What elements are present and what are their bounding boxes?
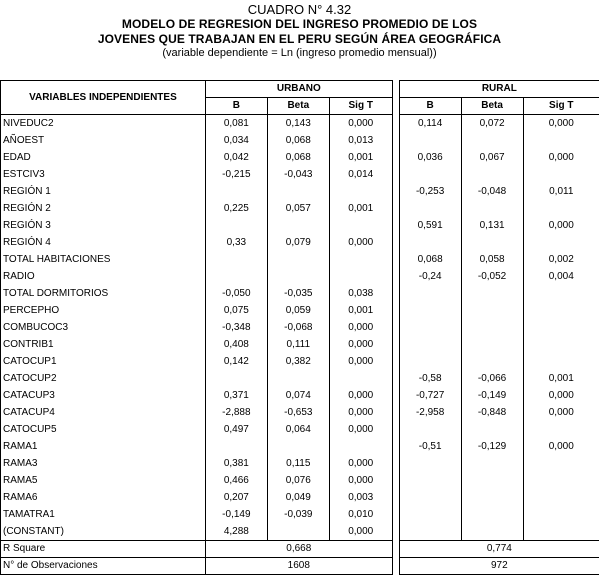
rural-sigt: 0,000 (523, 438, 599, 455)
urbano-b: 0,497 (205, 421, 267, 438)
table-row (1, 166, 599, 183)
urbano-sigt: 0,000 (329, 523, 392, 541)
rural-sigt (523, 421, 599, 438)
observations-label: N° de Observaciones (1, 558, 206, 575)
rural-beta (461, 285, 523, 302)
urbano-b (205, 217, 267, 234)
urbano-b: 0,225 (205, 200, 267, 217)
header-urbano-sigt: Sig T (329, 98, 392, 115)
variable-name: CATOCUP1 (1, 353, 206, 370)
variable-name: RAMA5 (1, 472, 206, 489)
rural-b: -0,24 (399, 268, 461, 285)
variable-name: EDAD (1, 149, 206, 166)
urbano-b (205, 438, 267, 455)
rural-beta: -0,848 (461, 404, 523, 421)
urbano-b: 0,33 (205, 234, 267, 251)
variable-name: PERCEPHO (1, 302, 206, 319)
urbano-beta: 0,049 (267, 489, 329, 506)
variable-name: TOTAL DORMITORIOS (1, 285, 206, 302)
variable-name: CATOCUP2 (1, 370, 206, 387)
rural-b: -2,958 (399, 404, 461, 421)
urbano-b: 0,075 (205, 302, 267, 319)
variable-name: RAMA1 (1, 438, 206, 455)
urbano-b: 0,371 (205, 387, 267, 404)
rural-sigt (523, 319, 599, 336)
table-row (1, 319, 599, 336)
urbano-beta (267, 370, 329, 387)
variable-name: RAMA6 (1, 489, 206, 506)
rural-b (399, 421, 461, 438)
urbano-beta: 0,076 (267, 472, 329, 489)
table-row (1, 489, 599, 506)
urbano-b: -0,050 (205, 285, 267, 302)
urbano-beta: 0,115 (267, 455, 329, 472)
urbano-b: 0,466 (205, 472, 267, 489)
urbano-b: -0,348 (205, 319, 267, 336)
urbano-beta (267, 217, 329, 234)
header-rural-beta: Beta (461, 98, 523, 115)
variable-name: TAMATRA1 (1, 506, 206, 523)
table-row (1, 302, 599, 319)
rural-b (399, 472, 461, 489)
urbano-b: 0,081 (205, 115, 267, 133)
rural-beta: -0,048 (461, 183, 523, 200)
urbano-sigt: 0,000 (329, 336, 392, 353)
table-row (1, 370, 599, 387)
urbano-beta (267, 523, 329, 541)
header-rural-sigt: Sig T (523, 98, 599, 115)
table-title-line-1: MODELO DE REGRESION DEL INGRESO PROMEDIO DE LOS (0, 17, 599, 32)
rsquare-urbano: 0,668 (205, 541, 392, 558)
rural-b: -0,253 (399, 183, 461, 200)
variable-name: (CONSTANT) (1, 523, 206, 541)
rural-sigt (523, 353, 599, 370)
rural-sigt (523, 336, 599, 353)
urbano-beta: 0,382 (267, 353, 329, 370)
urbano-beta: 0,111 (267, 336, 329, 353)
rural-sigt: 0,000 (523, 387, 599, 404)
rural-sigt: 0,002 (523, 251, 599, 268)
table-row (1, 234, 599, 251)
rural-sigt: 0,004 (523, 268, 599, 285)
rural-b: -0,58 (399, 370, 461, 387)
rural-b (399, 132, 461, 149)
rural-b (399, 302, 461, 319)
table-row (1, 523, 599, 541)
urbano-sigt (329, 251, 392, 268)
rsquare-rural: 0,774 (399, 541, 599, 558)
rural-sigt: 0,000 (523, 404, 599, 421)
variable-name: REGIÓN 2 (1, 200, 206, 217)
table-row (1, 200, 599, 217)
rural-b (399, 336, 461, 353)
variable-name: NIVEDUC2 (1, 115, 206, 133)
rural-beta (461, 455, 523, 472)
rural-b (399, 285, 461, 302)
variable-name: RADIO (1, 268, 206, 285)
variable-name: COMBUCOC3 (1, 319, 206, 336)
observations-urbano: 1608 (205, 558, 392, 575)
urbano-b: 0,207 (205, 489, 267, 506)
table-subtitle: (variable dependiente = Ln (ingreso promedio mensual)) (0, 47, 599, 60)
variable-name: TOTAL HABITACIONES (1, 251, 206, 268)
table-row (1, 387, 599, 404)
rural-sigt (523, 472, 599, 489)
table-row (1, 217, 599, 234)
urbano-b (205, 268, 267, 285)
variable-name: CATACUP4 (1, 404, 206, 421)
rural-beta: -0,129 (461, 438, 523, 455)
rural-b: -0,51 (399, 438, 461, 455)
urbano-beta: -0,043 (267, 166, 329, 183)
urbano-b: 0,381 (205, 455, 267, 472)
rural-b (399, 506, 461, 523)
rural-b (399, 523, 461, 541)
table-row (1, 472, 599, 489)
urbano-beta: 0,068 (267, 149, 329, 166)
urbano-b: -2,888 (205, 404, 267, 421)
rural-sigt (523, 506, 599, 523)
rural-sigt (523, 523, 599, 541)
rural-beta: 0,067 (461, 149, 523, 166)
urbano-sigt: 0,000 (329, 353, 392, 370)
regression-table (0, 80, 599, 575)
urbano-sigt (329, 217, 392, 234)
urbano-sigt: 0,003 (329, 489, 392, 506)
urbano-b (205, 251, 267, 268)
rural-sigt (523, 234, 599, 251)
header-rural: RURAL (399, 81, 599, 98)
table-row (1, 268, 599, 285)
rural-beta: -0,066 (461, 370, 523, 387)
rural-sigt: 0,011 (523, 183, 599, 200)
table-row (1, 353, 599, 370)
urbano-beta: -0,039 (267, 506, 329, 523)
urbano-sigt: 0,000 (329, 115, 392, 133)
urbano-beta (267, 268, 329, 285)
variable-name: CATOCUP5 (1, 421, 206, 438)
urbano-sigt: 0,010 (329, 506, 392, 523)
table-row (1, 251, 599, 268)
rural-sigt (523, 132, 599, 149)
urbano-sigt: 0,001 (329, 149, 392, 166)
urbano-sigt: 0,000 (329, 387, 392, 404)
rural-beta (461, 489, 523, 506)
rural-b: -0,727 (399, 387, 461, 404)
table-row (1, 285, 599, 302)
rural-b (399, 455, 461, 472)
table-row (1, 149, 599, 166)
rural-beta (461, 421, 523, 438)
urbano-sigt: 0,000 (329, 421, 392, 438)
observations-rural: 972 (399, 558, 599, 575)
urbano-b (205, 183, 267, 200)
rural-sigt (523, 200, 599, 217)
rural-beta: 0,072 (461, 115, 523, 133)
rural-b (399, 489, 461, 506)
rural-beta (461, 353, 523, 370)
urbano-sigt: 0,000 (329, 319, 392, 336)
urbano-beta: -0,068 (267, 319, 329, 336)
table-row (1, 404, 599, 421)
variable-name: CONTRIB1 (1, 336, 206, 353)
rural-b: 0,068 (399, 251, 461, 268)
urbano-beta (267, 251, 329, 268)
urbano-sigt: 0,013 (329, 132, 392, 149)
urbano-beta: -0,035 (267, 285, 329, 302)
urbano-b: 0,034 (205, 132, 267, 149)
table-row (1, 132, 599, 149)
header-urbano-b: B (205, 98, 267, 115)
rural-b: 0,114 (399, 115, 461, 133)
urbano-beta: -0,653 (267, 404, 329, 421)
variable-name: AÑOEST (1, 132, 206, 149)
rural-beta: 0,058 (461, 251, 523, 268)
urbano-sigt: 0,001 (329, 200, 392, 217)
table-title-line-2: JOVENES QUE TRABAJAN EN EL PERU SEGÚN ÁREA GEOGRÁFICA (0, 32, 599, 47)
urbano-sigt: 0,000 (329, 455, 392, 472)
urbano-b: 0,042 (205, 149, 267, 166)
urbano-sigt: 0,038 (329, 285, 392, 302)
urbano-beta: 0,074 (267, 387, 329, 404)
rural-beta (461, 506, 523, 523)
table-title-block (0, 2, 599, 60)
urbano-sigt (329, 183, 392, 200)
urbano-beta: 0,057 (267, 200, 329, 217)
urbano-beta: 0,068 (267, 132, 329, 149)
rsquare-label: R Square (1, 541, 206, 558)
rural-beta: -0,149 (461, 387, 523, 404)
table-row (1, 115, 599, 133)
urbano-b (205, 370, 267, 387)
variable-name: REGIÓN 4 (1, 234, 206, 251)
rural-beta (461, 200, 523, 217)
rural-b (399, 234, 461, 251)
variable-name: ESTCIV3 (1, 166, 206, 183)
urbano-sigt: 0,000 (329, 472, 392, 489)
table-row (1, 438, 599, 455)
rural-b: 0,036 (399, 149, 461, 166)
urbano-b: -0,215 (205, 166, 267, 183)
rural-b (399, 166, 461, 183)
rural-sigt (523, 455, 599, 472)
rural-sigt (523, 302, 599, 319)
rural-beta (461, 234, 523, 251)
rural-sigt: 0,000 (523, 149, 599, 166)
urbano-sigt: 0,014 (329, 166, 392, 183)
rural-sigt: 0,001 (523, 370, 599, 387)
rural-beta (461, 302, 523, 319)
variable-name: CATACUP3 (1, 387, 206, 404)
rural-sigt: 0,000 (523, 115, 599, 133)
table-row (1, 183, 599, 200)
rural-beta (461, 166, 523, 183)
urbano-b: 0,142 (205, 353, 267, 370)
urbano-beta: 0,079 (267, 234, 329, 251)
urbano-sigt: 0,000 (329, 404, 392, 421)
variable-name: REGIÓN 1 (1, 183, 206, 200)
header-rural-b: B (399, 98, 461, 115)
urbano-beta: 0,143 (267, 115, 329, 133)
rural-sigt (523, 489, 599, 506)
rural-sigt (523, 285, 599, 302)
header-urbano: URBANO (205, 81, 392, 98)
urbano-b: 0,408 (205, 336, 267, 353)
rural-beta (461, 523, 523, 541)
rural-beta (461, 132, 523, 149)
header-urbano-beta: Beta (267, 98, 329, 115)
rural-beta: 0,131 (461, 217, 523, 234)
rural-b: 0,591 (399, 217, 461, 234)
urbano-beta (267, 438, 329, 455)
rural-beta: -0,052 (461, 268, 523, 285)
header-variables: VARIABLES INDEPENDIENTES (1, 81, 206, 115)
urbano-sigt (329, 438, 392, 455)
urbano-b: -0,149 (205, 506, 267, 523)
rural-beta (461, 472, 523, 489)
urbano-sigt: 0,000 (329, 234, 392, 251)
urbano-sigt (329, 370, 392, 387)
table-row (1, 455, 599, 472)
rural-b (399, 353, 461, 370)
table-row (1, 421, 599, 438)
table-number: CUADRO N° 4.32 (0, 2, 599, 17)
table-row (1, 506, 599, 523)
urbano-b: 4,288 (205, 523, 267, 541)
rural-sigt (523, 166, 599, 183)
variable-name: RAMA3 (1, 455, 206, 472)
rural-sigt: 0,000 (523, 217, 599, 234)
urbano-sigt (329, 268, 392, 285)
table-row (1, 336, 599, 353)
rural-b (399, 319, 461, 336)
urbano-beta: 0,059 (267, 302, 329, 319)
rural-beta (461, 336, 523, 353)
urbano-beta: 0,064 (267, 421, 329, 438)
urbano-beta (267, 183, 329, 200)
variable-name: REGIÓN 3 (1, 217, 206, 234)
rural-beta (461, 319, 523, 336)
rural-b (399, 200, 461, 217)
urbano-sigt: 0,001 (329, 302, 392, 319)
